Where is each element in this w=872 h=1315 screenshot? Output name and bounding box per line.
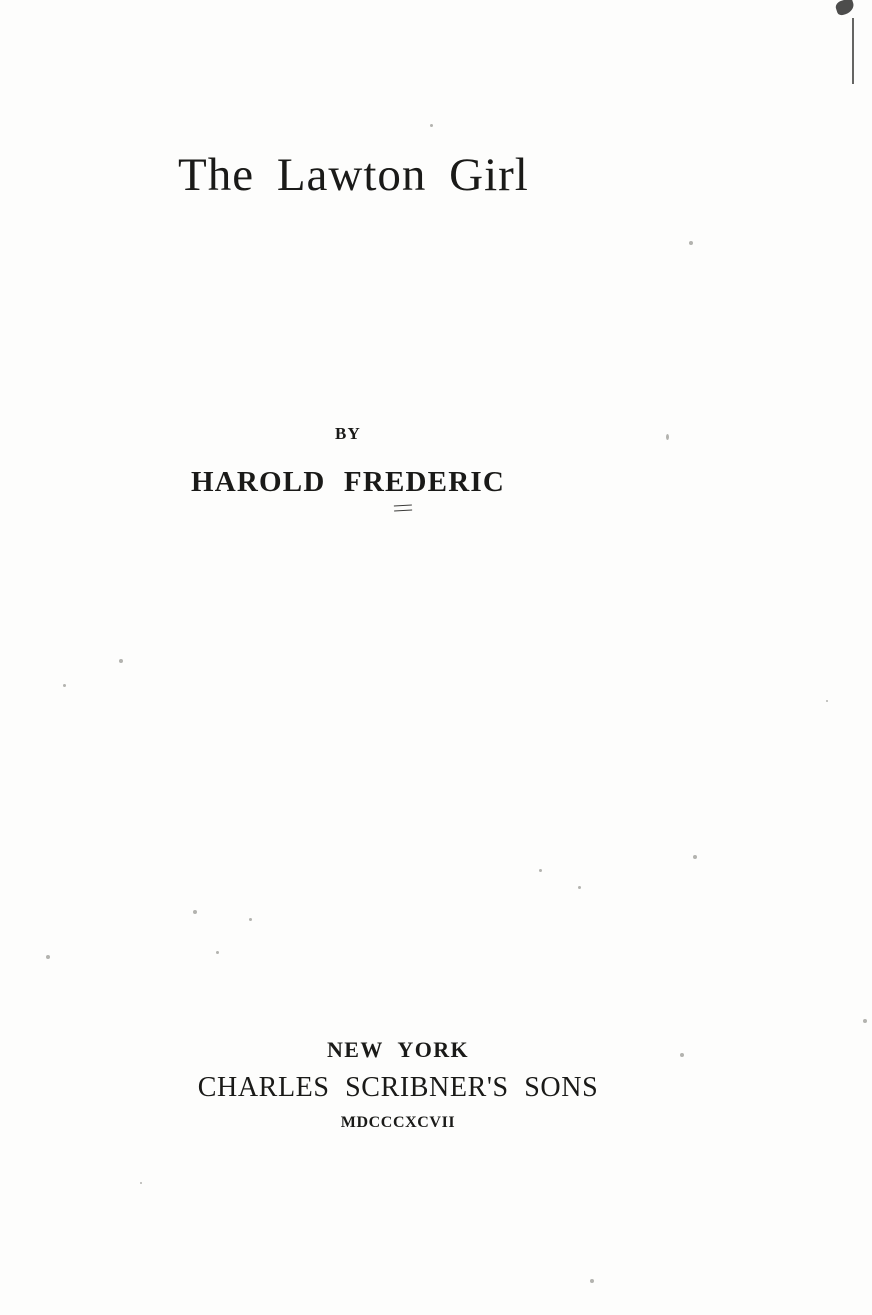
scan-speck — [693, 855, 697, 859]
byline-label: BY — [334, 424, 362, 443]
author-name: HAROLD FREDERIC — [191, 466, 505, 498]
scan-speck — [826, 700, 828, 702]
imprint-city: NEW YORK — [326, 1037, 470, 1062]
scan-line-icon — [852, 18, 854, 84]
imprint-year: MDCCCXCVII — [340, 1114, 456, 1131]
scan-speck — [666, 434, 669, 440]
scan-speck — [680, 1053, 684, 1057]
scan-speck — [193, 910, 197, 914]
scan-speck — [539, 869, 542, 872]
scan-speck — [216, 951, 219, 954]
scan-speck — [249, 918, 252, 921]
scan-speck — [430, 124, 433, 127]
scan-speck — [63, 684, 66, 687]
scan-speck — [140, 1182, 142, 1184]
imprint-publisher: CHARLES SCRIBNER'S SONS — [197, 1072, 599, 1103]
scan-speck — [119, 659, 123, 663]
book-title: The Lawton Girl — [178, 149, 529, 201]
scan-speck — [46, 955, 50, 959]
author-underline-mark — [394, 505, 412, 512]
scan-blob-icon — [834, 0, 855, 16]
scan-speck — [863, 1019, 867, 1023]
scan-speck — [689, 241, 693, 245]
scan-edge-mark-icon — [836, 0, 862, 96]
scan-speck — [590, 1279, 594, 1283]
scan-speck — [578, 886, 581, 889]
